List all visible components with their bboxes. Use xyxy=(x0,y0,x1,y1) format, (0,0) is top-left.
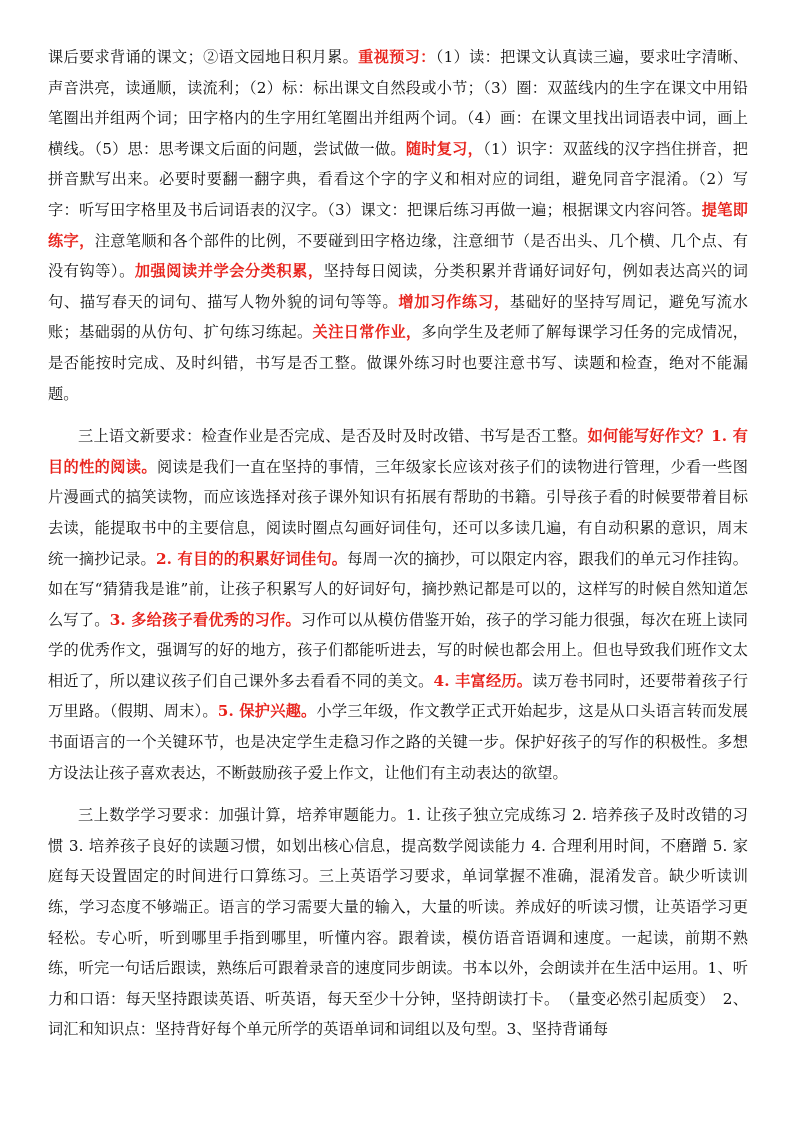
text-segment: 每周一次的摘抄，可以限定内容，跟我们的单元习作挂钩。如在写“猜猜我是谁”前，让孩子积累写人的好词好句，摘抄熟记都是可以的，这样写的时候自然知道怎么写了。 xyxy=(48,549,748,629)
text-segment: 阅读是我们一直在坚持的事情，三年级家长应该对孩子们的读物进行管理，少看一些图片漫画式的搞笑读物，而应该选择对孩子课外知识有拓展有帮助的书籍。引导孩子看的时候要带着目标去读，能提取书中的主要信息，阅读时圈点勾画好词佳句，还可以多读几遍，有自动积累的意识，周末统一摘抄记录。 xyxy=(48,457,748,568)
highlight-heading: 随时复习， xyxy=(405,139,484,158)
text-segment: （1）识字：双蓝线的汉字挡住拼音，把拼音默写出来。必要时要翻一翻字典，看看这个字的字义和相对应的词组，避免同音字混淆。（2）写字：听写田字格里及书后词语表的汉字。（3）课文：把课后练习再做一遍；根据课文内容问答。 xyxy=(48,139,748,219)
highlight-heading: 重视预习： xyxy=(358,48,436,66)
text-segment: 坚持每日阅读，分类积累并背诵好词好句，例如表达高兴的词句、描写春天的词句、描写人物外貌的词句等等。 xyxy=(48,262,749,311)
text-segment: 注意笔顺和各个部件的比例，不要碰到田字格边缘，注意细节（是否出头、几个横、几个点、有没有钩等）。 xyxy=(48,231,748,281)
highlight-heading: 关注日常作业， xyxy=(312,323,422,342)
highlight-heading: 提笔即练字， xyxy=(48,200,748,250)
text-segment: 读万卷书同时，还要带着孩子行万里路。（假期、周末）。 xyxy=(48,671,749,721)
text-segment: 课后要求背诵的课文；②语文园地日积月累。 xyxy=(48,48,359,66)
highlight-heading: 增加习作练习， xyxy=(398,292,510,311)
highlight-heading: 加强阅读并学会分类积累， xyxy=(134,262,324,281)
text-segment: 多向学生及老师了解每课学习任务的完成情况，是否能按时完成、及时纠错，书写是否工整。做课外练习时也要注意书写、读题和检查，绝对不能漏题。 xyxy=(48,323,748,403)
text-segment: 三上语文新要求：检查作业是否完成、是否及时及时改错、书写是否工整。 xyxy=(78,427,588,446)
text-segment: 基础好的坚持写周记，避免写流水账；基础弱的从仿句、扩句练习练起。 xyxy=(48,292,749,342)
text-segment: 小学三年级，作文教学正式开始起步，这是从口头语言转而发展书面语言的一个关键环节，也是决定学生走稳习作之路的关键一步。保护好孩子的写作的积极性。多想方设法让孩子喜欢表达，不断鼓励孩子爱上作文，让他们有主动表达的欲望。 xyxy=(48,702,748,782)
highlight-heading: 如何能写好作文？1. 有目的性的阅读。 xyxy=(48,427,748,476)
paragraph-chinese-study-habits xyxy=(48,42,748,409)
document-page xyxy=(48,42,748,1045)
text-segment: （1）读：把课文认真读三遍，要求吐字清晰、声音洪亮，读通顺，读流利；（2）标：标出课文自然段或小节；（3）圈：双蓝线内的生字在课文中用铅笔圈出并组两个词；田字格内的生字用红笔圈出并组两个词。（4）画：在课文里找出词语表中词，画上横线。（5）思：思考课文后面的问题，尝试做一做。 xyxy=(48,48,749,158)
text-segment: 习作可以从模仿借鉴开始，孩子的学习能力很强，每次在班上读同学的优秀作文，强调写的好的地方，孩子们都能听进去，写的时候也都会用上。但也导致我们班作文太相近了，所以建议孩子们自己课外多去看看不同的美文。 xyxy=(48,610,748,690)
highlight-heading: 2. 有目的的积累好词佳句。 xyxy=(155,549,348,568)
paragraph-composition-tips xyxy=(48,421,748,788)
text-segment: 三上数学学习要求：加强计算，培养审题能力。1. 让孩子独立完成练习 2. 培养孩子及时改错的习惯 3. 培养孩子良好的读题习惯，如划出核心信息，提高数学阅读能力 4. 合理利用时间，不磨蹭 5. 家庭每天设置固定的时间进行口算练习。三上英语学习要求，单词掌握不准确，混淆发音。缺少听读训练，学习态度不够端正。语言的学习需要大量的输入，大量的听读。养成好的听读习惯，让英语学习更轻松。专心听，听到哪里手指到哪里，听懂内容。跟着读，模仿语音语调和速度。一起读，前期不熟练，听完一句话后跟读，熟练后可跟着录音的速度同步朗读。书本以外，会朗读并在生活中运用。1、听力和口语：每天坚持跟读英语、听英语，每天至少十分钟，坚持朗读打卡。 （量变必然引起质变） 2、词汇和知识点：坚持背好每个单元所学的英语单词和词组以及句型。3、坚持背诵每 xyxy=(48,806,748,1039)
highlight-heading: 3. 多给孩子看优秀的习作。 xyxy=(109,610,301,629)
highlight-heading: 5. 保护兴趣。 xyxy=(217,702,317,721)
paragraph-math-english xyxy=(48,800,748,1045)
highlight-heading: 4. 丰富经历。 xyxy=(433,671,533,690)
